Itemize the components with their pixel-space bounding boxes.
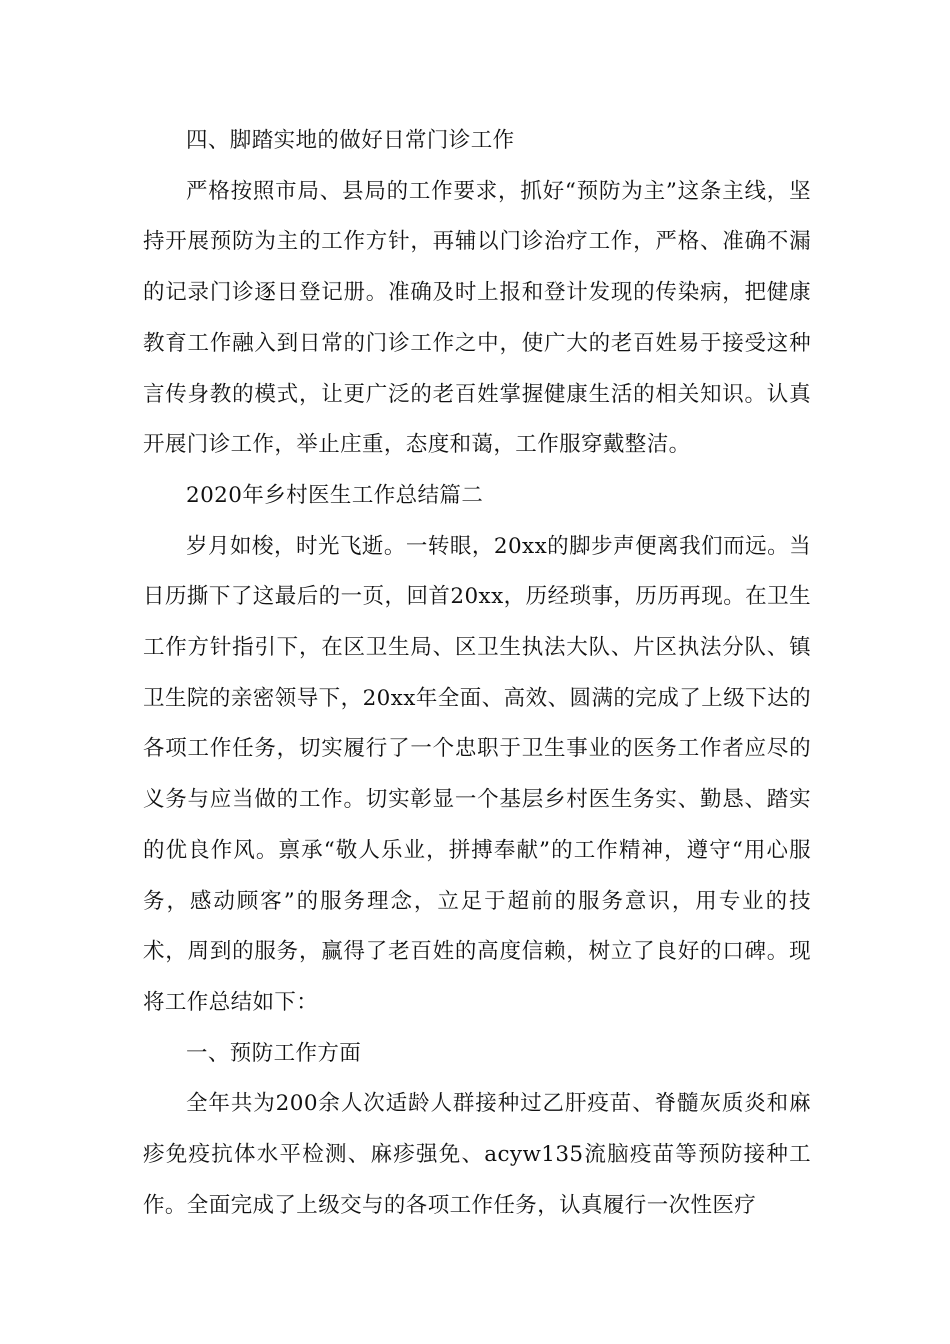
article-title-part-two: 2020年乡村医生工作总结篇二 <box>186 482 484 508</box>
section-heading-outpatient: 四、脚踏实地的做好日常门诊工作 <box>186 128 515 153</box>
paragraph-intro-summary: 岁月如梭，时光飞逝。一转眼，20xx的脚步声便离我们而远。当日历撕下了这最后的一页，回首20xx，历经琐事，历历再现。在卫生工作方针指引下，在区卫生局、区卫生执法大队、片区执法分队、镇卫生院的亲密领导下，20xx年全面、高效、圆满的完成了上级下达的各项工作任务，切实履行了一个忠职于卫生事业的医务工作者应尽的义务与应当做的工作。切实彰显一个基层乡村医生务实、勤恳、踏实的优良作风。禀承“敬人乐业，拼搏奉献”的工作精神，遵守“用心服务，感动顾客”的服务理念，立足于超前的服务意识，用专业的技术，周到的服务，赢得了老百姓的高度信赖，树立了良好的口碑。现将工作总结如下： <box>143 533 811 1015</box>
paragraph-outpatient-work: 严格按照市局、县局的工作要求，抓好“预防为主”这条主线，坚持开展预防为主的工作方针，再辅以门诊治疗工作，严格、准确不漏的记录门诊逐日登记册。准确及时上报和登计发现的传染病，把健康教育工作融入到日常的门诊工作之中，使广大的老百姓易于接受这种言传身教的模式，让更广泛的老百姓掌握健康生活的相关知识。认真开展门诊工作，举止庄重，态度和蔼，工作服穿戴整洁。 <box>143 178 811 458</box>
paragraph-prevention-work: 全年共为200余人次适龄人群接种过乙肝疫苗、脊髓灰质炎和麻疹免疫抗体水平检测、麻疹强免、acyw135流脑疫苗等预防接种工作。全面完成了上级交与的各项工作任务，认真履行一次性医疗 <box>143 1091 811 1218</box>
document-body <box>143 116 811 1231</box>
section-heading-prevention: 一、预防工作方面 <box>186 1040 362 1066</box>
